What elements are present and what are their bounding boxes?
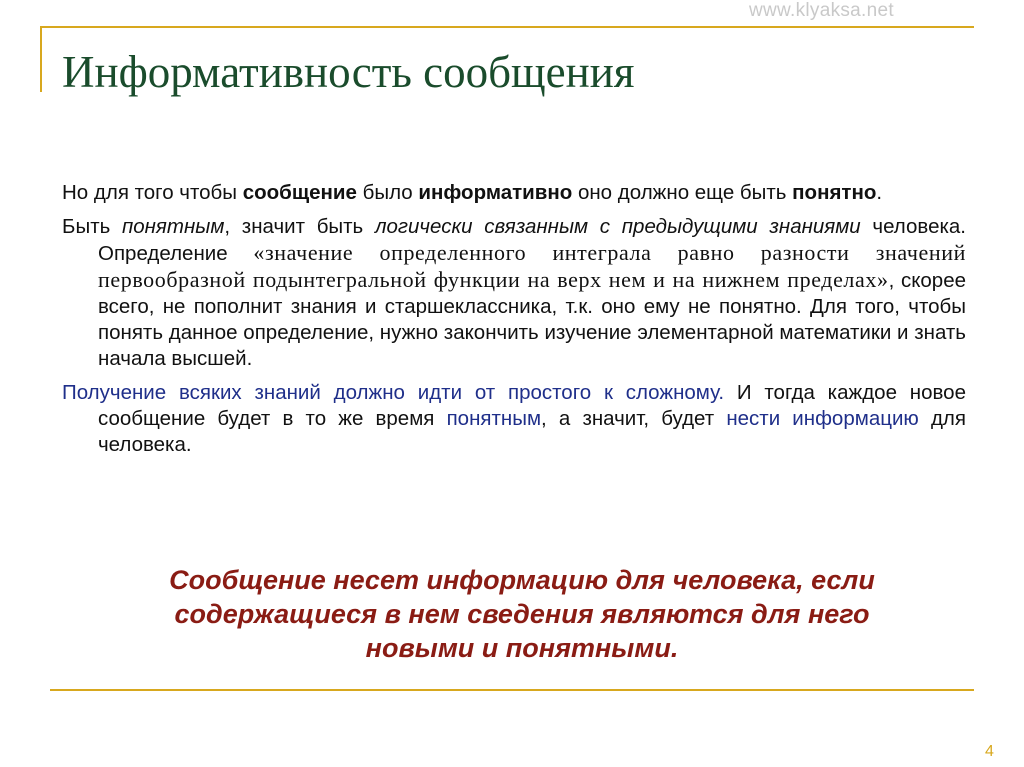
p1-text-1: Но для того чтобы — [62, 181, 243, 204]
p2-italic-logically-connected: логически связанным с предыдущими знаниями — [374, 215, 861, 238]
p1-text-3: оно должно еще быть — [572, 181, 793, 204]
page-number: 4 — [985, 743, 994, 760]
p3-text-2: , а значит, будет — [541, 407, 727, 430]
p2-definition-quote: «значение определенного интеграла равно разности значений первообразной подынтегральной функции на верх нем и на нижнем пределах» — [98, 240, 966, 292]
conclusion-statement — [62, 563, 982, 665]
paragraph-2 — [62, 214, 966, 372]
conclusion-line-2: содержащиеся в нем сведения являются для него — [174, 599, 870, 629]
p1-bold-understandable: понятно — [792, 181, 877, 204]
p1-bold-informative: информативно — [418, 181, 573, 204]
p2-italic-understandable: понятным — [121, 215, 225, 238]
slide-body — [62, 180, 966, 466]
p3-text-3: для человека. — [98, 407, 966, 456]
p2-text-1: Быть — [62, 215, 122, 238]
p2-text-2: , значит быть — [224, 215, 375, 238]
p1-text-4: . — [876, 181, 883, 204]
paragraph-3 — [62, 380, 966, 458]
p3-blue-understandable: понятным — [446, 407, 542, 430]
paragraph-1 — [62, 180, 966, 206]
conclusion-line-3: новыми и понятными. — [365, 633, 679, 663]
p3-blue-principle: Получение всяких знаний должно идти от простого к сложному. — [62, 381, 725, 404]
p1-text-2: было — [356, 181, 419, 204]
p2-text-4: , скорее всего, не пополнит знания и старшеклассника, т.к. оно ему не понятно. Для того, чтобы понять данное определение, нужно закончить изучение элементарной математики и знать начала высшей. — [98, 269, 966, 370]
bottom-rule — [50, 689, 974, 691]
p3-text-1: И тогда каждое новое сообщение будет в то же время — [98, 381, 966, 430]
p3-blue-carry-information: нести информацию — [726, 407, 919, 430]
conclusion-line-1: Сообщение несет информацию для человека, если — [169, 565, 875, 595]
left-rule — [40, 26, 42, 92]
p2-text-3: человека. Определение — [98, 215, 966, 265]
slide-title: Информативность сообщения — [62, 47, 635, 97]
top-rule — [40, 26, 974, 28]
watermark: www.klyaksa.net — [749, 0, 894, 21]
p1-bold-message: сообщение — [242, 181, 357, 204]
